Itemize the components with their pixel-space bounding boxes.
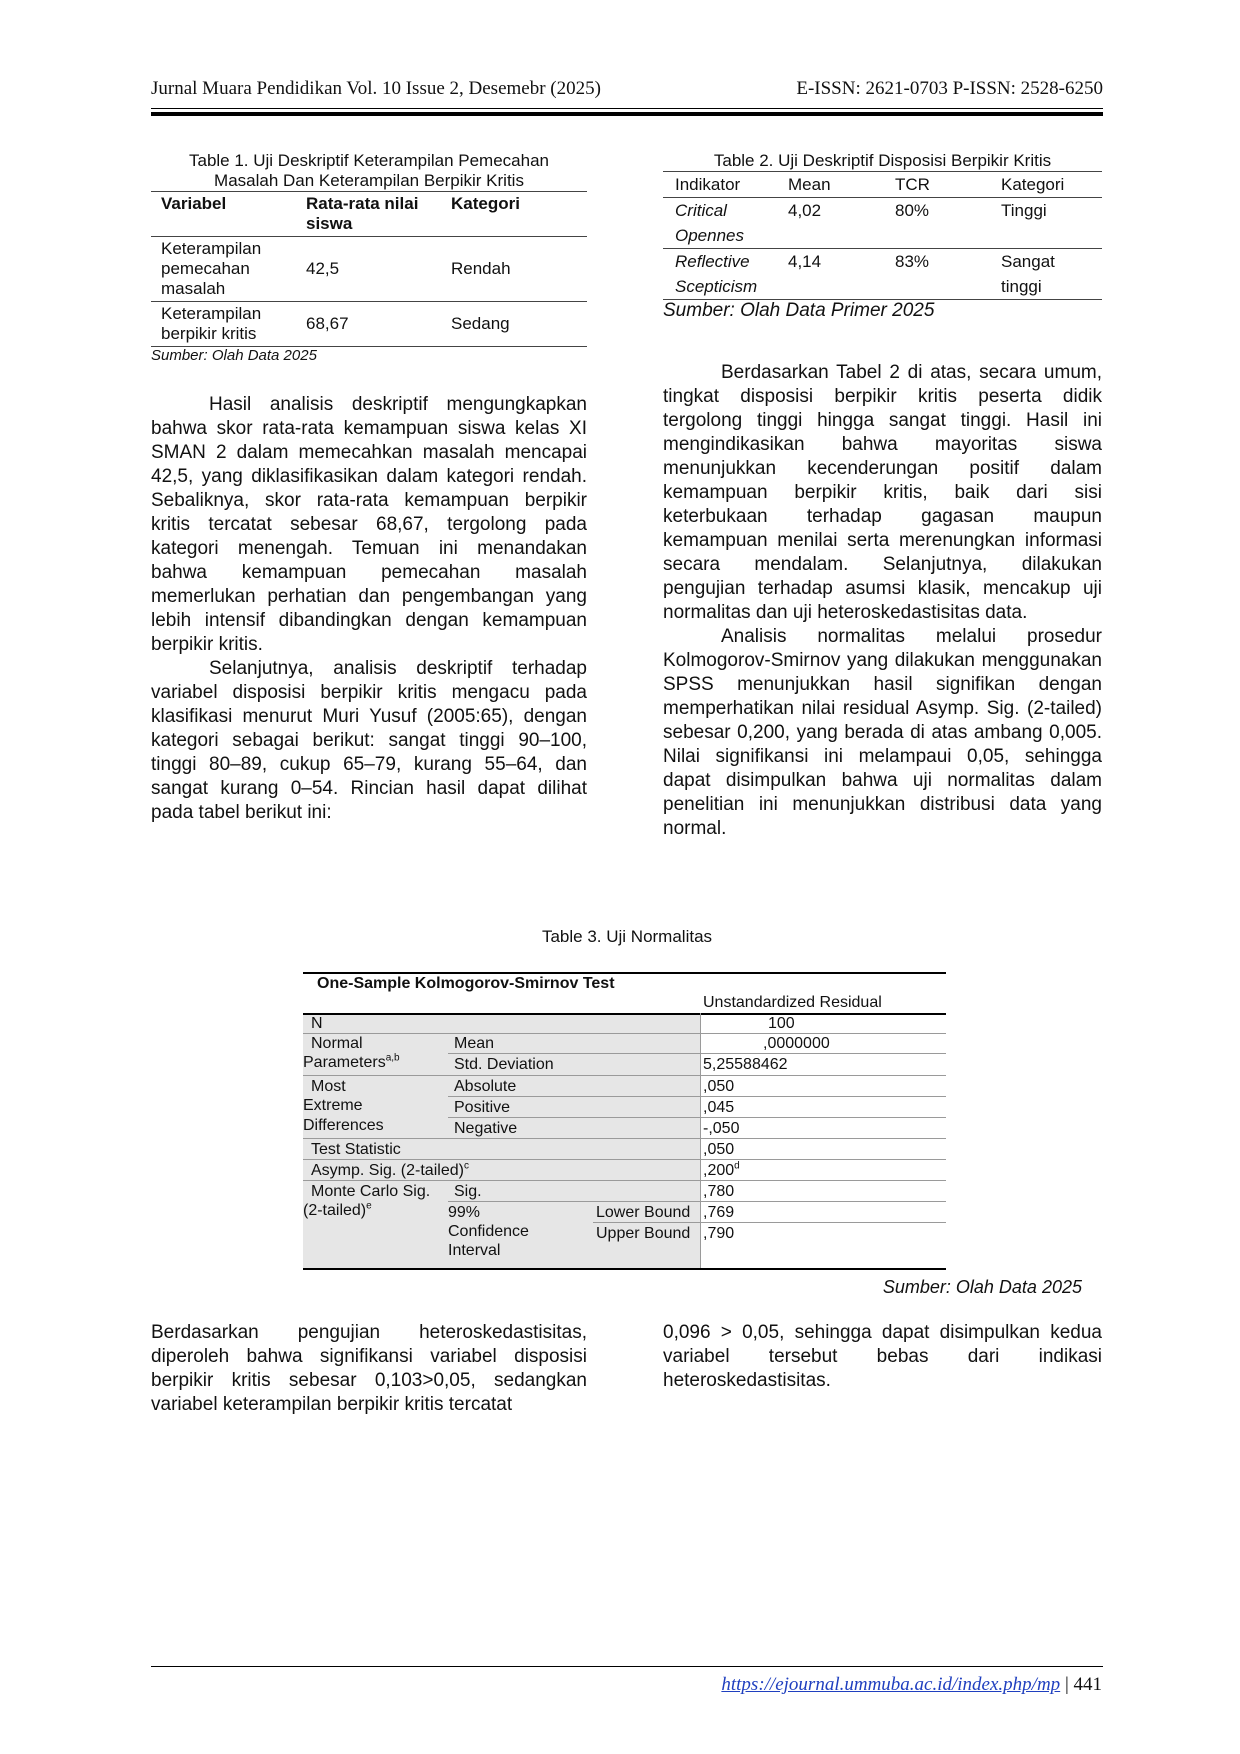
- label-negative: Negative: [454, 1120, 518, 1137]
- page-footer: [721, 1674, 1102, 1696]
- label-asymp: [311, 1161, 469, 1180]
- table2: [663, 171, 1102, 300]
- table3-bottom-rule: [303, 1268, 946, 1270]
- table1-col-variabel: Variabel: [151, 192, 296, 237]
- header-rule-thick: [151, 112, 1103, 116]
- table2-cell: 4,02: [776, 198, 883, 249]
- label-mc-1: Monte Carlo Sig.: [311, 1183, 431, 1200]
- label-normal-2-text: Parameters: [303, 1054, 386, 1071]
- value-negative: -,050: [703, 1120, 740, 1137]
- label-std: Std. Deviation: [454, 1056, 554, 1073]
- journal-title: Jurnal Muara Pendidikan Vol. 10 Issue 2, Desemebr (2025): [151, 78, 601, 99]
- table1: [151, 191, 587, 347]
- table2-cell: 83%: [883, 249, 989, 300]
- table1-col-kategori: Kategori: [441, 192, 587, 237]
- value-mean: ,0000000: [763, 1035, 830, 1052]
- table1-cell: Rendah: [441, 237, 587, 302]
- issn-info: E-ISSN: 2621-0703 P-ISSN: 2528-6250: [796, 78, 1103, 99]
- table2-block: [663, 151, 1102, 322]
- table3-divider: [303, 1159, 946, 1160]
- label-ci-3: Interval: [448, 1242, 501, 1259]
- label-normal-2: [303, 1053, 400, 1072]
- table3-title: One-Sample Kolmogorov-Smirnov Test: [317, 975, 615, 992]
- table3-vdivider: [700, 1013, 701, 1268]
- table3-header-rule: [303, 1013, 946, 1015]
- bottom-left-text: [151, 1321, 587, 1417]
- value-test-statistic: ,050: [703, 1141, 735, 1158]
- label-ci-2: Confidence: [448, 1223, 529, 1240]
- table1-cell: 68,67: [296, 302, 441, 347]
- right-paragraph-1: Berdasarkan Tabel 2 di atas, secara umum, tingkat disposisi berpikir kritis peserta didik tergolong tinggi hingga sangat tinggi. Hasil ini mengindikasikan bahwa mayoritas siswa menunjukkan kecenderungan positif dalam kemampuan berpikir kritis, baik dari sisi keterbukaan terhadap gagasan maupun kemampuan menilai serta merenungkan informasi secara mendalam. Selanjutnya, dilakukan pengujian terhadap asumsi klasik, mencakup uji normalitas dan uji heteroskedastisitas data.: [663, 362, 1102, 623]
- table2-cell: 80%: [883, 198, 989, 249]
- table3-divider: [448, 1201, 946, 1202]
- header-rule-thin: [151, 108, 1103, 109]
- left-text: [151, 393, 587, 825]
- table3-divider: [448, 1117, 946, 1118]
- table1-col-rata: Rata-rata nilai siswa: [296, 192, 441, 237]
- label-absolute: Absolute: [454, 1078, 517, 1095]
- label-mean: Mean: [454, 1035, 495, 1052]
- table3-divider: [448, 1096, 946, 1097]
- table2-caption: Table 2. Uji Deskriptif Disposisi Berpikir Kritis: [713, 151, 1052, 170]
- value-sig: ,780: [703, 1183, 735, 1200]
- label-most-3: Differences: [303, 1117, 384, 1134]
- left-paragraph-1: Hasil analisis deskriptif mengungkapkan bahwa skor rata-rata kemampuan siswa kelas XI SMAN 2 dalam memecahkan masalah mencapai 42,5, yang diklasifikasikan dalam kategori rendah. Sebaliknya, skor rata-rata kemampuan berpikir kritis tercatat sebesar 68,67, tergolong pada kategori menengah. Temuan ini menandakan bahwa kemampuan pemecahan masalah memerlukan perhatian dan pengembangan yang lebih intensif dibandingkan dengan kemampuan berpikir kritis.: [151, 394, 587, 655]
- table1-cell: Keterampilan berpikir kritis: [151, 302, 296, 347]
- table3-divider: [303, 1180, 946, 1181]
- label-asymp-sup: c: [463, 1160, 469, 1172]
- right-paragraph-2: Analisis normalitas melalui prosedur Kolmogorov-Smirnov yang dilakukan menggunakan SPSS menunjukkan hasil signifikan dengan memperhatikan nilai residual Asymp. Sig. (2-tailed) sebesar 0,200, yang berada di atas ambang 0,005. Nilai signifikansi ini melampaui 0,05, sehingga dapat disimpulkan bahwa uji normalitas dalam penelitian ini menunjukkan distribusi data yang normal.: [663, 626, 1102, 839]
- table3-divider: [303, 1138, 946, 1139]
- table-row: [663, 249, 1102, 300]
- page-number: 441: [1073, 1674, 1102, 1695]
- value-upper-bound: ,790: [703, 1225, 735, 1242]
- journal-url-link[interactable]: https://ejournal.ummuba.ac.id/index.php/mp: [721, 1674, 1061, 1695]
- table2-source: Sumber: Olah Data Primer 2025: [663, 300, 935, 321]
- table3-value-header: Unstandardized Residual: [703, 994, 882, 1011]
- label-positive: Positive: [454, 1099, 511, 1116]
- table3-top-rule: [303, 972, 946, 974]
- table2-col-mean: Mean: [776, 172, 883, 198]
- bottom-left-paragraph: Berdasarkan pengujian heteroskedastisitas, diperoleh bahwa signifikansi variabel disposisi berpikir kritis sebesar 0,103>0,05, sedangkan variabel keterampilan berpikir kritis tercatat: [151, 1322, 587, 1415]
- table2-col-kategori: Kategori: [989, 172, 1102, 198]
- label-lower-bound: Lower Bound: [596, 1204, 691, 1221]
- value-positive: ,045: [703, 1099, 735, 1116]
- table3-source: Sumber: Olah Data 2025: [882, 1277, 1082, 1297]
- bottom-right-paragraph: 0,096 > 0,05, sehingga dapat disimpulkan kedua variabel tersebut bebas dari indikasi heteroskedastisitas.: [663, 1322, 1102, 1391]
- table1-caption-line2: Masalah Dan Keterampilan Berpikir Kritis: [214, 171, 524, 190]
- table-row: [663, 198, 1102, 249]
- label-mc-2: [303, 1201, 372, 1220]
- label-normal-sup: a,b: [385, 1052, 400, 1064]
- table-row: [151, 237, 587, 302]
- value-absolute: ,050: [703, 1078, 735, 1095]
- table-row: [151, 302, 587, 347]
- table2-cell: Sangat tinggi: [989, 249, 1102, 300]
- table1-cell: Sedang: [441, 302, 587, 347]
- table3-spss-output: [303, 972, 946, 1270]
- table2-cell: Reflective Scepticism: [663, 249, 776, 300]
- label-n: N: [311, 1015, 323, 1032]
- table2-col-indikator: Indikator: [663, 172, 776, 198]
- label-mc-sup: e: [366, 1200, 372, 1212]
- label-normal-1: Normal: [311, 1035, 363, 1052]
- table2-cell: Tinggi: [989, 198, 1102, 249]
- label-mc-2-text: (2-tailed): [303, 1202, 367, 1219]
- table2-header-row: [663, 172, 1102, 198]
- table1-block: [151, 151, 587, 364]
- table1-cell: 42,5: [296, 237, 441, 302]
- table1-header-row: [151, 192, 587, 237]
- table3-divider: [448, 1053, 946, 1054]
- value-n: 100: [768, 1015, 795, 1032]
- footer-separator: |: [1060, 1674, 1074, 1695]
- label-sig: Sig.: [454, 1183, 482, 1200]
- value-std: 5,25588462: [703, 1056, 788, 1073]
- table1-cell: Keterampilan pemecahan masalah: [151, 237, 296, 302]
- value-lower-bound: ,769: [703, 1204, 735, 1221]
- table2-col-tcr: TCR: [883, 172, 989, 198]
- table2-cell: Critical Opennes: [663, 198, 776, 249]
- table1-source: Sumber: Olah Data 2025: [151, 347, 317, 364]
- right-text: [663, 361, 1102, 841]
- label-upper-bound: Upper Bound: [596, 1225, 691, 1242]
- label-asymp-text: Asymp. Sig. (2-tailed): [311, 1162, 464, 1179]
- label-ci-1: 99%: [448, 1204, 481, 1221]
- bottom-right-text: [663, 1321, 1102, 1393]
- value-asymp-sup: d: [734, 1160, 740, 1172]
- table1-caption-line1: Table 1. Uji Deskriptif Keterampilan Pemecahan: [188, 151, 549, 170]
- table2-cell: 4,14: [776, 249, 883, 300]
- left-paragraph-2: Selanjutnya, analisis deskriptif terhadap variabel disposisi berpikir kritis mengacu pada klasifikasi menurut Muri Yusuf (2005:65), dengan kategori sebagai berikut: sangat tinggi 90–100, tinggi 80–89, cukup 65–79, kurang 55–64, dan sangat kurang 0–54. Rincian hasil dapat dilihat pada tabel berikut ini:: [151, 658, 587, 823]
- label-most-1: Most: [311, 1078, 346, 1095]
- value-asymp-text: ,200: [703, 1162, 735, 1179]
- table3-caption: Table 3. Uji Normalitas: [541, 927, 713, 946]
- footer-rule: [151, 1666, 1103, 1667]
- table3-divider: [303, 1033, 946, 1034]
- value-asymp: [703, 1161, 740, 1180]
- label-test-statistic: Test Statistic: [311, 1141, 401, 1158]
- label-most-2: Extreme: [303, 1097, 363, 1114]
- table3-divider: [303, 1075, 946, 1076]
- table3-divider: [593, 1222, 946, 1223]
- table1-caption: [151, 151, 587, 191]
